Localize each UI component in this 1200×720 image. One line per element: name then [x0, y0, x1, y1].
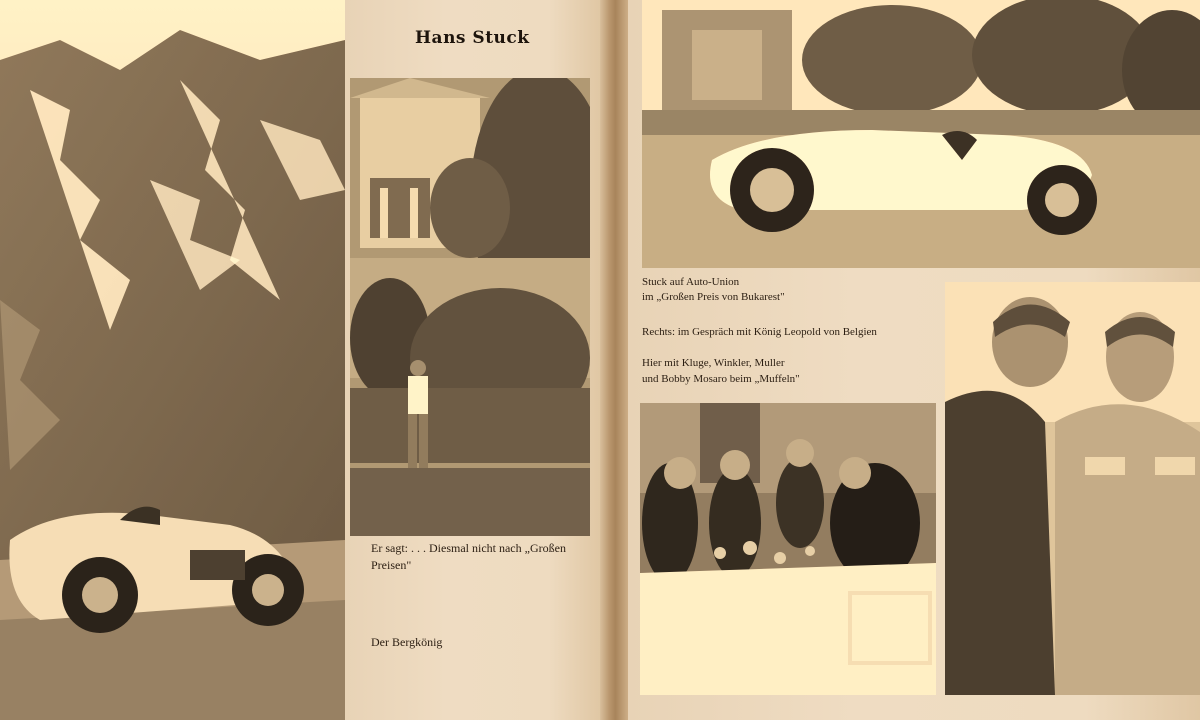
top-photo-caption-2: im „Großen Preis von Bukarest": [642, 291, 785, 303]
book-gutter: [600, 0, 628, 720]
top-photo-caption-1: Stuck auf Auto-Union: [642, 276, 740, 288]
middle-photo-caption: Er sagt: . . . Diesmal nicht nach „Großen Preisen": [371, 541, 566, 572]
mountain-race-photo: [0, 0, 345, 720]
page-title: Hans Stuck: [415, 28, 530, 48]
garden-villa-photo: [350, 78, 590, 536]
team-dinner-photo: [640, 403, 936, 695]
auto-union-race-photo: [642, 0, 1200, 268]
mountain-photo-caption: Der Bergkönig: [371, 635, 443, 649]
team-caption-2: und Bobby Mosaro beim „Muffeln": [642, 373, 800, 385]
king-leopold-photo: [945, 282, 1200, 695]
team-caption-1: Hier mit Kluge, Winkler, Muller: [642, 357, 785, 369]
king-caption: Rechts: im Gespräch mit König Leopold von Belgien: [642, 326, 877, 338]
